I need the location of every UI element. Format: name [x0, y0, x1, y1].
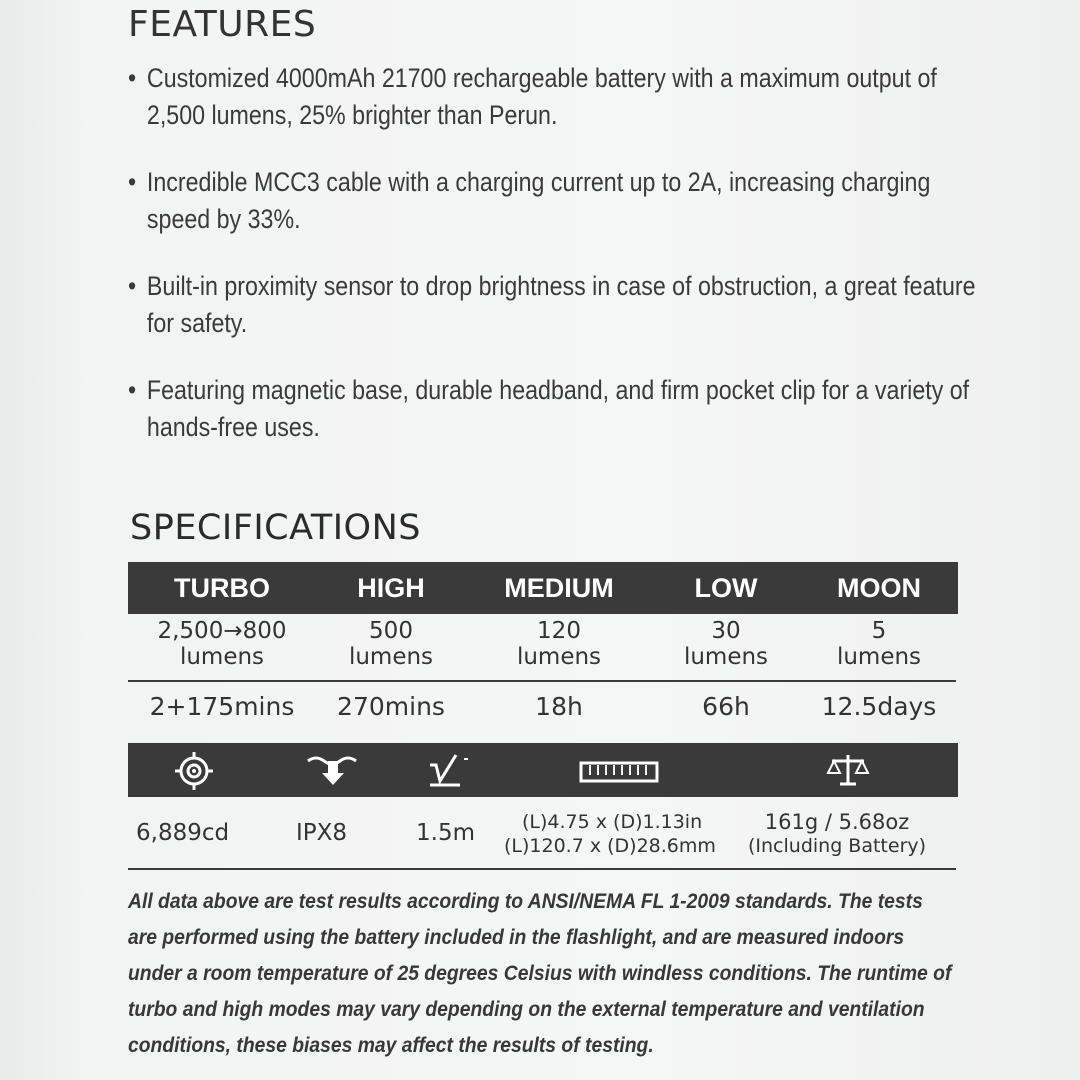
dimensions — [504, 810, 716, 858]
waterproof-rating: IPX8 — [296, 820, 348, 846]
output-cell — [800, 618, 958, 670]
output-value: 120 — [537, 618, 581, 644]
feature-text: Customized 4000mAh 21700 rechargeable battery with a maximum output of 2,500 lumens, 25% brighter than Perun. — [146, 63, 937, 130]
output-unit: lumens — [836, 644, 922, 670]
feature-item — [128, 268, 990, 342]
dimensions-ruler-icon — [578, 751, 662, 791]
waterproof-icon — [304, 751, 364, 791]
impact-resistance-icon — [426, 751, 472, 791]
output-cell — [128, 618, 316, 670]
weight-scale-icon — [826, 751, 870, 791]
feature-text: Built-in proximity sensor to drop brightness in case of obstruction, a great feature for safety. — [146, 271, 976, 338]
runtime-turbo: 2+175mins — [149, 692, 295, 721]
output-value: 2,500→800 — [157, 618, 287, 644]
feature-text: Featuring magnetic base, durable headband, and firm pocket clip for a variety of hands-free uses. — [146, 375, 970, 442]
icon-band — [128, 743, 958, 797]
output-cell — [316, 618, 466, 670]
bullet-icon: • — [128, 63, 137, 93]
output-value: 500 — [369, 618, 413, 644]
impact-value: 1.5m — [416, 820, 475, 846]
mode-header-row — [128, 562, 958, 614]
runtime-high: 270mins — [337, 692, 445, 721]
dimensions-mm: (L)120.7 x (D)28.6mm — [504, 835, 716, 857]
mode-high: HIGH — [357, 572, 425, 603]
features-heading: FEATURES — [128, 4, 317, 45]
test-disclaimer: All data above are test results according to ANSI/NEMA FL 1-2009 standards. The tests are performed using the battery included in the flashlight, and are measured indoors under a room temperature of 25 degrees Celsius with windless conditions. The runtime of turbo and high modes may vary depending on the external temperature and ventilation conditions, these biases may affect the results of testing. — [128, 890, 952, 1057]
beam-intensity-icon — [174, 751, 214, 791]
feature-item — [128, 372, 990, 446]
mode-turbo: TURBO — [174, 572, 270, 603]
bullet-icon: • — [128, 167, 137, 197]
weight-note: (Including Battery) — [748, 835, 927, 857]
bullet-icon: • — [128, 375, 137, 405]
specifications-heading: SPECIFICATIONS — [130, 508, 421, 548]
mode-low: LOW — [694, 572, 758, 603]
runtime-low: 66h — [702, 692, 750, 721]
feature-text: Incredible MCC3 cable with a charging current up to 2A, increasing charging speed by 33%. — [146, 167, 931, 234]
output-cell — [652, 618, 800, 670]
mode-moon: MOON — [837, 572, 921, 603]
features-list — [128, 60, 988, 476]
output-unit: lumens — [683, 644, 769, 670]
divider — [128, 680, 956, 682]
output-unit: lumens — [348, 644, 434, 670]
output-value: 30 — [711, 618, 741, 644]
dimensions-inches: (L)4.75 x (D)1.13in — [522, 811, 703, 833]
bullet-icon: • — [128, 271, 137, 301]
output-cell — [466, 618, 652, 670]
output-row — [128, 618, 958, 670]
divider — [128, 868, 956, 870]
runtime-medium: 18h — [535, 692, 583, 721]
intensity-value: 6,889cd — [136, 820, 230, 846]
feature-item — [128, 60, 990, 134]
runtime-row — [128, 692, 958, 721]
weight — [748, 810, 926, 858]
runtime-moon: 12.5days — [821, 692, 937, 721]
weight-value: 161g / 5.68oz — [764, 810, 910, 834]
feature-item — [128, 164, 990, 238]
mode-medium: MEDIUM — [504, 572, 614, 603]
output-unit: lumens — [179, 644, 265, 670]
output-unit: lumens — [516, 644, 602, 670]
output-value: 5 — [871, 618, 887, 644]
